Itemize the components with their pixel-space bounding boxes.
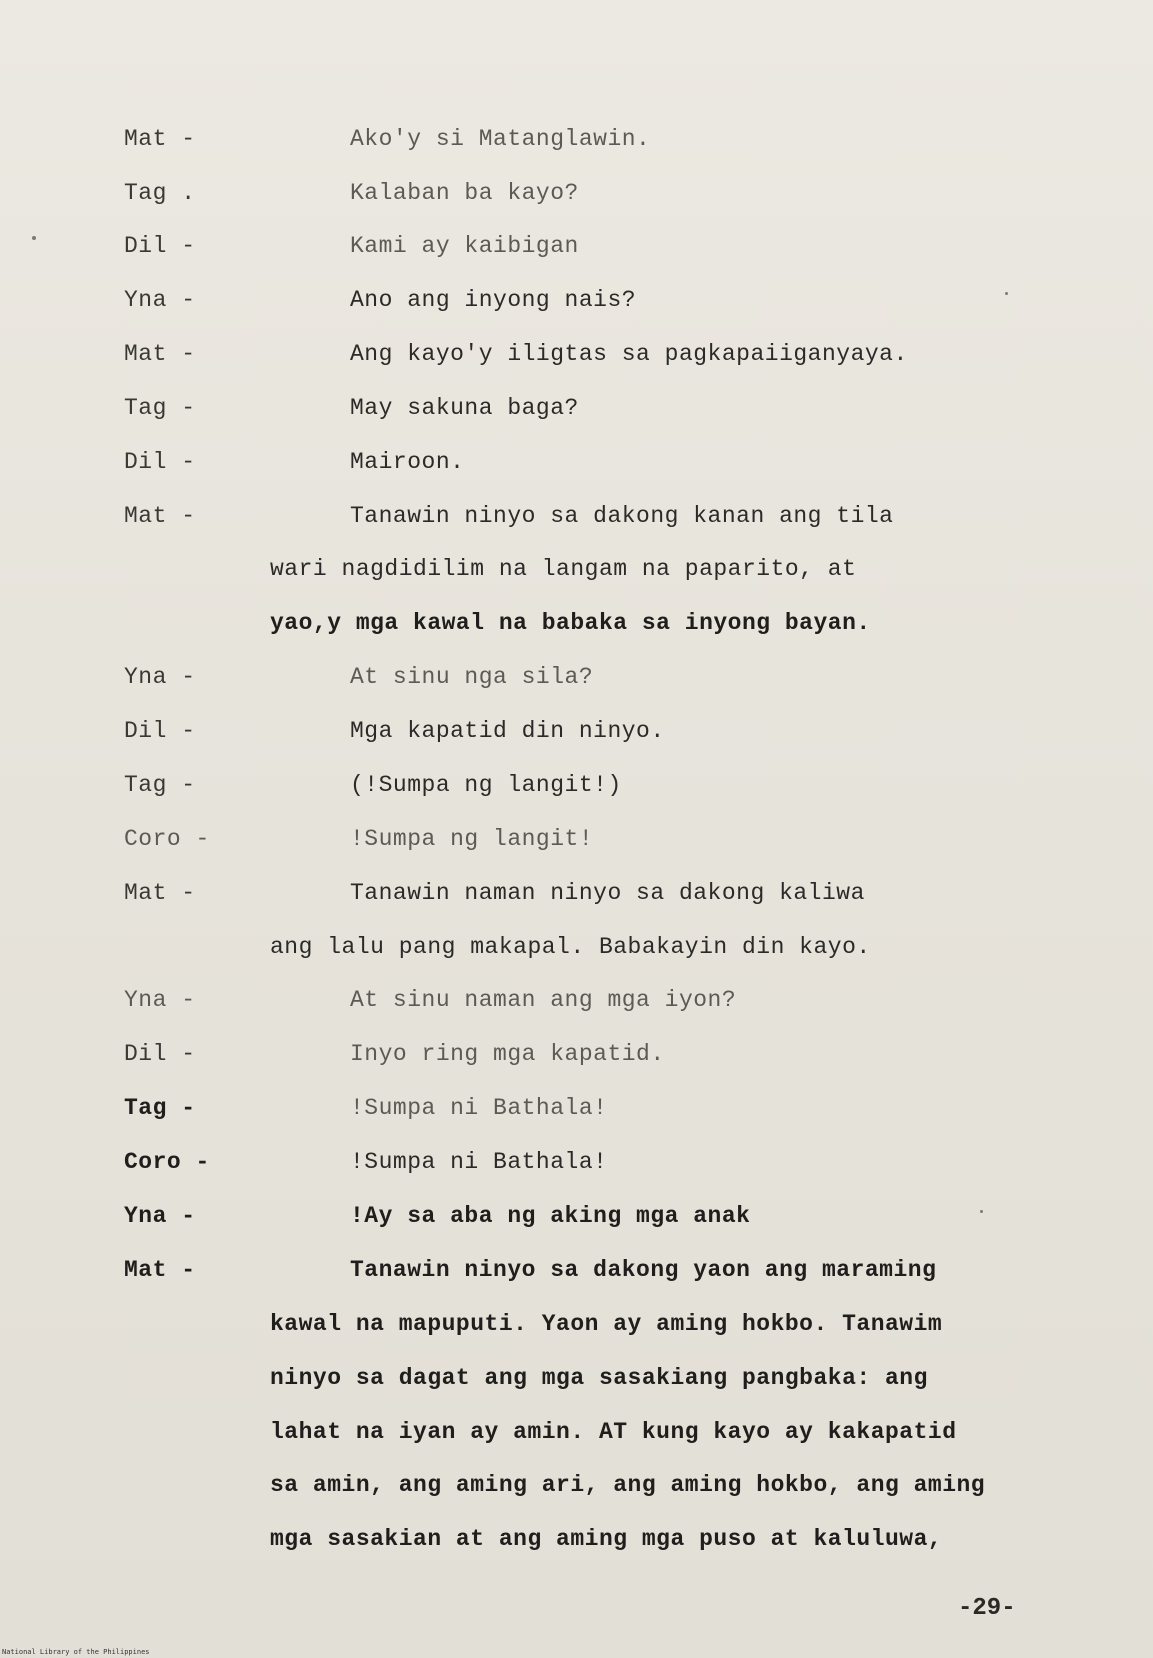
- script-line: [0, 664, 1153, 704]
- speaker-label: Mat -: [124, 880, 196, 906]
- speaker-label: Yna -: [124, 287, 196, 313]
- script-line: [0, 826, 1153, 866]
- script-line: [0, 610, 1153, 650]
- script-line: [0, 1041, 1153, 1081]
- speaker-label: Coro -: [124, 1149, 210, 1175]
- script-line: [0, 1095, 1153, 1135]
- dialogue-text: Ano ang inyong nais?: [350, 287, 637, 313]
- dialogue-text: Kalaban ba kayo?: [350, 180, 579, 206]
- script-line: [0, 987, 1153, 1027]
- dialogue-text: Kami ay kaibigan: [350, 233, 579, 259]
- script-line: [0, 772, 1153, 812]
- dialogue-text: mga sasakian at ang aming mga puso at kaluluwa,: [270, 1526, 943, 1552]
- speaker-label: Yna -: [124, 987, 196, 1013]
- dialogue-text: At sinu nga sila?: [350, 664, 594, 690]
- page-number: -29-: [958, 1595, 1016, 1622]
- dialogue-text: ninyo sa dagat ang mga sasakiang pangbaka: ang: [270, 1365, 928, 1391]
- speaker-label: Mat -: [124, 126, 196, 152]
- speaker-label: Mat -: [124, 341, 196, 367]
- dialogue-text: ang lalu pang makapal. Babakayin din kayo.: [270, 934, 871, 960]
- dialogue-text: lahat na iyan ay amin. AT kung kayo ay kakapatid: [270, 1419, 957, 1445]
- dialogue-text: !Sumpa ng langit!: [350, 826, 594, 852]
- script-line: [0, 1472, 1153, 1512]
- script-line: [0, 449, 1153, 489]
- dialogue-text: !Sumpa ni Bathala!: [350, 1095, 608, 1121]
- dialogue-text: sa amin, ang aming ari, ang aming hokbo, ang aming: [270, 1472, 986, 1498]
- script-line: [0, 341, 1153, 381]
- dialogue-text: Mga kapatid din ninyo.: [350, 718, 665, 744]
- script-line: [0, 556, 1153, 596]
- dialogue-text: yao,y mga kawal na babaka sa inyong bayan.: [270, 610, 871, 636]
- script-line: [0, 934, 1153, 974]
- script-line: [0, 1526, 1153, 1566]
- speaker-label: Mat -: [124, 503, 196, 529]
- dialogue-text: !Sumpa ni Bathala!: [350, 1149, 608, 1175]
- dialogue-text: wari nagdidilim na langam na paparito, at: [270, 556, 857, 582]
- dialogue-text: Tanawin ninyo sa dakong yaon ang maraming: [350, 1257, 937, 1283]
- script-line: [0, 395, 1153, 435]
- dialogue-text: !Ay sa aba ng aking mga anak: [350, 1203, 751, 1229]
- speaker-label: Dil -: [124, 718, 196, 744]
- speaker-label: Coro -: [124, 826, 210, 852]
- script-line: [0, 1257, 1153, 1297]
- speaker-label: Yna -: [124, 1203, 196, 1229]
- script-line: [0, 233, 1153, 273]
- script-line: [0, 1311, 1153, 1351]
- dialogue-text: Tanawin naman ninyo sa dakong kaliwa: [350, 880, 865, 906]
- footer-credit: National Library of the Philippines: [2, 1648, 150, 1656]
- script-line: [0, 1149, 1153, 1189]
- dialogue-text: At sinu naman ang mga iyon?: [350, 987, 737, 1013]
- dialogue-text: Mairoon.: [350, 449, 465, 475]
- speaker-label: Tag .: [124, 180, 196, 206]
- dialogue-text: Ang kayo'y iligtas sa pagkapaiiganyaya.: [350, 341, 908, 367]
- speaker-label: Dil -: [124, 449, 196, 475]
- script-line: [0, 1419, 1153, 1459]
- dialogue-text: kawal na mapuputi. Yaon ay aming hokbo. Tanawim: [270, 1311, 943, 1337]
- dialogue-text: Ako'y si Matanglawin.: [350, 126, 651, 152]
- speaker-label: Dil -: [124, 233, 196, 259]
- script-line: [0, 1203, 1153, 1243]
- speaker-label: Tag -: [124, 772, 196, 798]
- dialogue-text: Tanawin ninyo sa dakong kanan ang tila: [350, 503, 894, 529]
- script-line: [0, 1365, 1153, 1405]
- script-line: [0, 880, 1153, 920]
- speaker-label: Yna -: [124, 664, 196, 690]
- speaker-label: Mat -: [124, 1257, 196, 1283]
- script-line: [0, 503, 1153, 543]
- speaker-label: Tag -: [124, 1095, 196, 1121]
- dialogue-text: (!Sumpa ng langit!): [350, 772, 622, 798]
- speaker-label: Tag -: [124, 395, 196, 421]
- script-line: [0, 126, 1153, 166]
- dialogue-text: May sakuna baga?: [350, 395, 579, 421]
- dialogue-text: Inyo ring mga kapatid.: [350, 1041, 665, 1067]
- speaker-label: Dil -: [124, 1041, 196, 1067]
- script-line: [0, 180, 1153, 220]
- script-line: [0, 287, 1153, 327]
- script-line: [0, 718, 1153, 758]
